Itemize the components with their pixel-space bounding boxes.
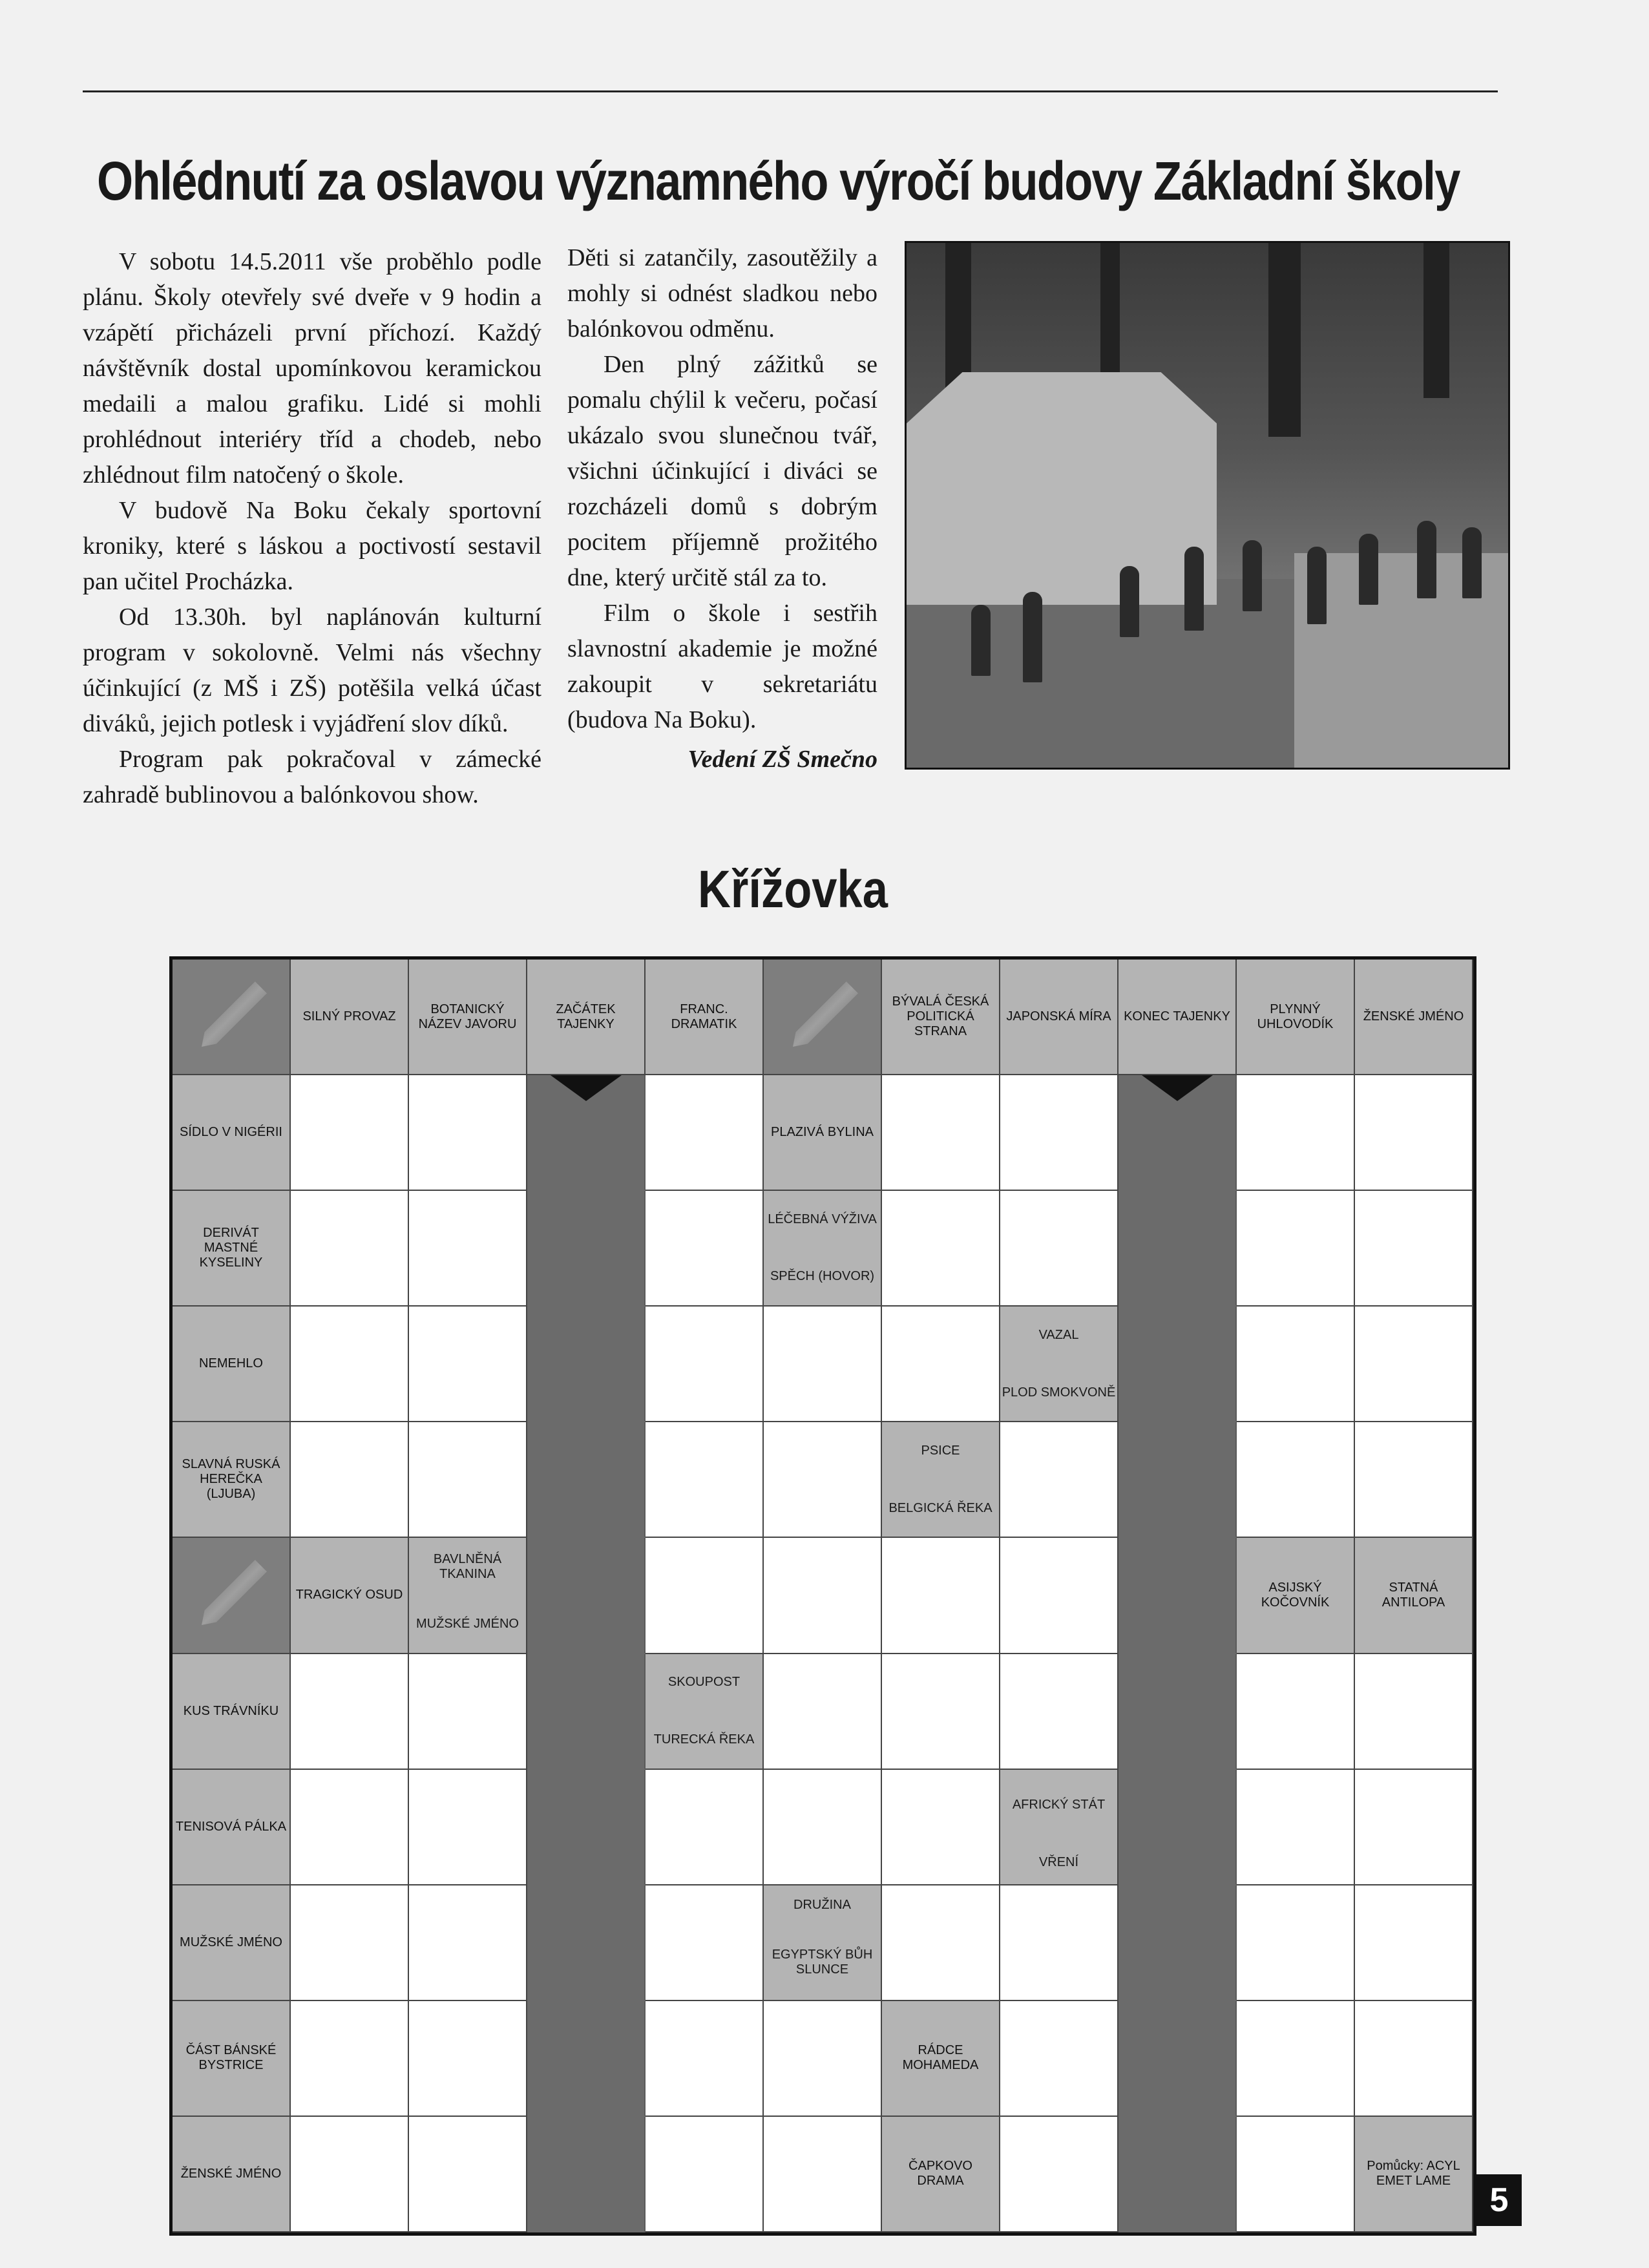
split-clue-cell <box>764 1885 882 2001</box>
answer-cell[interactable] <box>764 1538 882 1654</box>
article-column-2 <box>567 240 877 777</box>
answer-cell[interactable] <box>882 1307 1000 1422</box>
clue-label: STATNÁ ANTILOPA <box>1381 1580 1445 1610</box>
solution-column-cell <box>527 1307 646 1422</box>
answer-cell[interactable] <box>646 2117 764 2232</box>
person-shape <box>1120 566 1139 637</box>
solution-column-cell <box>527 1422 646 1538</box>
hints-label: Pomůcky: ACYL EMET LAME <box>1367 2159 1460 2189</box>
answer-cell[interactable] <box>764 1307 882 1422</box>
answer-cell[interactable] <box>764 1654 882 1770</box>
split-clue-cell <box>764 1191 882 1307</box>
answer-cell[interactable] <box>1355 2001 1473 2117</box>
answer-cell[interactable] <box>1000 1075 1119 1191</box>
answer-cell[interactable] <box>1237 1191 1355 1307</box>
article-headline: Ohlédnutí za oslavou významného výročí budovy Základní školy <box>97 151 1460 211</box>
answer-cell[interactable] <box>1237 2117 1355 2232</box>
split-clue-cell <box>409 1538 527 1654</box>
answer-cell[interactable] <box>764 1770 882 1885</box>
clue-cell <box>1119 960 1237 1075</box>
answer-cell[interactable] <box>882 1770 1000 1885</box>
answer-cell[interactable] <box>1000 2117 1119 2232</box>
person-shape <box>1307 547 1327 624</box>
answer-cell[interactable] <box>882 1654 1000 1770</box>
answer-cell[interactable] <box>1355 1770 1473 1885</box>
solution-column-cell <box>1119 1422 1237 1538</box>
pencil-icon <box>195 1560 266 1631</box>
answer-cell[interactable] <box>1355 1654 1473 1770</box>
clue-cell <box>1237 960 1355 1075</box>
answer-cell[interactable] <box>1237 1885 1355 2001</box>
answer-cell[interactable] <box>409 2001 527 2117</box>
clue-label: PSICE <box>882 1422 999 1481</box>
tree-shape <box>1268 243 1301 437</box>
answer-cell[interactable] <box>646 1307 764 1422</box>
answer-cell[interactable] <box>409 1075 527 1191</box>
paragraph: V budově Na Boku čekaly sportovní kroniky, které s láskou a poctivostí sestavil pan učitel Procházka. <box>83 497 541 595</box>
clue-label: ČAPKOVO DRAMA <box>909 2159 972 2189</box>
split-clue-cell <box>882 1422 1000 1538</box>
answer-cell[interactable] <box>1237 1075 1355 1191</box>
clue-label: SKOUPOST <box>646 1654 762 1713</box>
clue-label: BAVLNĚNÁ TKANINA <box>409 1538 526 1597</box>
solution-column-cell <box>527 1538 646 1654</box>
clue-label: TURECKÁ ŘEKA <box>646 1711 762 1769</box>
clue-label: LÉČEBNÁ VÝŽIVA <box>764 1191 881 1250</box>
clue-label: MUŽSKÉ JMÉNO <box>180 1935 282 1949</box>
answer-cell[interactable] <box>409 1307 527 1422</box>
solution-column-cell <box>1119 1307 1237 1422</box>
clue-label: BÝVALÁ ČESKÁ POLITICKÁ STRANA <box>892 994 989 1039</box>
clue-label: RÁDCE MOHAMEDA <box>902 2043 979 2073</box>
solution-column-cell <box>527 1770 646 1885</box>
clue-cell <box>764 1075 882 1191</box>
answer-cell[interactable] <box>646 1770 764 1885</box>
answer-cell[interactable] <box>1000 1191 1119 1307</box>
answer-cell[interactable] <box>1355 1885 1473 2001</box>
clue-label: SILNÝ PROVAZ <box>302 1009 396 1024</box>
corner-cell <box>764 960 882 1075</box>
solution-column-cell <box>1119 1191 1237 1307</box>
answer-cell[interactable] <box>409 1885 527 2001</box>
answer-cell[interactable] <box>291 1191 409 1307</box>
event-photo <box>905 241 1510 770</box>
person-shape <box>1417 521 1436 598</box>
clue-cell <box>173 2001 291 2117</box>
clue-label: VŘENÍ <box>1000 1840 1117 1884</box>
solution-column-cell <box>1119 1654 1237 1770</box>
clue-label: SPĚCH (HOVOR) <box>764 1248 881 1306</box>
answer-cell[interactable] <box>1355 1422 1473 1538</box>
paragraph: Den plný zážitků se pomalu chýlil k večeru, počasí ukázalo svou slunečnou tvář, všichni účinkující i diváci se rozcházeli domů s dobrým pocitem příjemně prožitého dne, který určitě stál za to. <box>567 351 877 591</box>
paragraph: Film o škole i sestřih slavnostní akademie je možné zakoupit v sekretariátu (budova Na Boku). <box>567 600 877 733</box>
answer-cell[interactable] <box>882 1885 1000 2001</box>
clue-cell <box>527 960 646 1075</box>
answer-cell[interactable] <box>291 1307 409 1422</box>
answer-cell[interactable] <box>1000 1538 1119 1654</box>
clue-cell <box>173 1307 291 1422</box>
clue-label: SÍDLO V NIGÉRII <box>180 1125 282 1140</box>
clue-cell <box>882 2117 1000 2232</box>
paragraph: Program pak pokračoval v zámecké zahradě bublinovou a balónkovou show. <box>83 746 541 808</box>
clue-cell <box>1237 1538 1355 1654</box>
clue-cell <box>173 1654 291 1770</box>
answer-cell[interactable] <box>764 1422 882 1538</box>
pencil-icon <box>195 981 266 1052</box>
clue-cell <box>1000 960 1119 1075</box>
answer-cell[interactable] <box>882 1538 1000 1654</box>
answer-cell[interactable] <box>1000 1654 1119 1770</box>
solution-column-cell <box>1119 2001 1237 2117</box>
answer-cell[interactable] <box>409 1654 527 1770</box>
person-shape <box>1359 534 1378 605</box>
answer-cell[interactable] <box>1000 2001 1119 2117</box>
answer-cell[interactable] <box>646 1422 764 1538</box>
clue-label: ŽENSKÉ JMÉNO <box>1363 1009 1464 1024</box>
solution-column-cell <box>1119 1075 1237 1191</box>
person-shape <box>1462 527 1482 598</box>
answer-cell[interactable] <box>291 1885 409 2001</box>
answer-cell[interactable] <box>1237 1770 1355 1885</box>
solution-column-cell <box>527 2117 646 2232</box>
clue-label: BELGICKÁ ŘEKA <box>882 1480 999 1537</box>
clue-cell <box>646 960 764 1075</box>
clue-cell <box>1355 960 1473 1075</box>
clue-label: ČÁST BÁNSKÉ BYSTRICE <box>185 2043 277 2073</box>
answer-cell[interactable] <box>409 2117 527 2232</box>
answer-cell[interactable] <box>291 1075 409 1191</box>
answer-cell[interactable] <box>1237 1307 1355 1422</box>
solution-column-cell <box>1119 1770 1237 1885</box>
clue-cell <box>173 1075 291 1191</box>
answer-cell[interactable] <box>291 1770 409 1885</box>
answer-cell[interactable] <box>1355 1307 1473 1422</box>
crossword-title: Křížovka <box>698 860 888 919</box>
clue-label: PLYNNÝ UHLOVODÍK <box>1257 1002 1334 1031</box>
clue-label: DERIVÁT MASTNÉ KYSELINY <box>199 1226 263 1270</box>
clue-label: FRANC. DRAMATIK <box>671 1002 737 1031</box>
pencil-icon <box>786 981 857 1052</box>
clue-label: DRUŽINA <box>764 1885 881 1927</box>
answer-cell[interactable] <box>409 1770 527 1885</box>
solution-column-cell <box>527 2001 646 2117</box>
clue-cell <box>291 1538 409 1654</box>
clue-label: EGYPTSKÝ BŮH SLUNCE <box>764 1926 881 2000</box>
clue-label: VAZAL <box>1000 1307 1117 1365</box>
answer-cell[interactable] <box>1237 2001 1355 2117</box>
corner-cell <box>173 1538 291 1654</box>
clue-label: PLOD SMOKVONĚ <box>1000 1364 1117 1422</box>
solution-column-cell <box>527 1654 646 1770</box>
split-clue-cell <box>1000 1770 1119 1885</box>
answer-cell[interactable] <box>646 2001 764 2117</box>
clue-label: ZAČÁTEK TAJENKY <box>556 1002 616 1031</box>
clue-cell <box>882 2001 1000 2117</box>
tree-shape <box>1423 243 1449 398</box>
clue-cell <box>173 1191 291 1307</box>
person-shape <box>971 605 991 676</box>
solution-column-cell <box>527 1191 646 1307</box>
paragraph: Od 13.30h. byl naplánován kulturní program v sokolovně. Velmi nás všechny účinkující (z MŠ i ZŠ) potěšila velká účast diváků, jejich potlesk i vyjádření slov díků. <box>83 604 541 737</box>
answer-cell[interactable] <box>1000 1422 1119 1538</box>
clue-cell <box>409 960 527 1075</box>
answer-cell[interactable] <box>1355 1191 1473 1307</box>
clue-label: TRAGICKÝ OSUD <box>295 1588 403 1602</box>
answer-cell[interactable] <box>1355 1075 1473 1191</box>
clue-label: AFRICKÝ STÁT <box>1000 1770 1117 1842</box>
answer-cell[interactable] <box>882 1075 1000 1191</box>
tent-shape <box>907 372 1217 605</box>
clue-cell <box>173 2117 291 2232</box>
person-shape <box>1023 592 1042 682</box>
corner-cell <box>173 960 291 1075</box>
solution-column-cell <box>527 1075 646 1191</box>
answer-cell[interactable] <box>882 1191 1000 1307</box>
answer-cell[interactable] <box>409 1191 527 1307</box>
solution-column-cell <box>1119 1538 1237 1654</box>
solution-column-cell <box>1119 1885 1237 2001</box>
clue-label: BOTANICKÝ NÁZEV JAVORU <box>418 1002 517 1031</box>
answer-cell[interactable] <box>646 1885 764 2001</box>
answer-cell[interactable] <box>291 2117 409 2232</box>
answer-cell[interactable] <box>764 2117 882 2232</box>
solution-column-cell <box>1119 2117 1237 2232</box>
hints-cell <box>1355 2117 1473 2232</box>
top-rule <box>83 90 1498 92</box>
crossword-grid <box>169 956 1476 2236</box>
paragraph: V sobotu 14.5.2011 vše proběhlo podle plánu. Školy otevřely své dveře v 9 hodin a vzápětí přicházeli první příchozí. Každý návštěvník dostal upomínkovou keramickou medaili a malou grafiku. Lidé si mohli prohlédnout interiéry tříd a chodeb, nebo zhlédnout film natočený o škole. <box>83 248 541 488</box>
clue-cell <box>291 960 409 1075</box>
answer-cell[interactable] <box>764 2001 882 2117</box>
answer-cell[interactable] <box>291 2001 409 2117</box>
clue-label: ŽENSKÉ JMÉNO <box>180 2166 282 2181</box>
answer-cell[interactable] <box>646 1191 764 1307</box>
clue-label: ASIJSKÝ KOČOVNÍK <box>1261 1580 1330 1610</box>
clue-label: PLAZIVÁ BYLINA <box>771 1125 874 1140</box>
answer-cell[interactable] <box>646 1538 764 1654</box>
clue-cell <box>173 1885 291 2001</box>
clue-cell <box>882 960 1000 1075</box>
article-signature: Vedení ZŠ Smečno <box>688 746 877 773</box>
article-column-1 <box>83 244 541 813</box>
person-shape <box>1184 547 1204 631</box>
clue-label: SLAVNÁ RUSKÁ HEREČKA (LJUBA) <box>182 1457 280 1502</box>
clue-label: JAPONSKÁ MÍRA <box>1006 1009 1111 1024</box>
split-clue-cell <box>1000 1307 1119 1422</box>
clue-cell <box>173 1770 291 1885</box>
clue-cell <box>1355 1538 1473 1654</box>
answer-cell[interactable] <box>291 1422 409 1538</box>
paragraph: Děti si zatančily, zasoutěžily a mohly si odnést sladkou nebo balónkovou odměnu. <box>567 244 877 342</box>
answer-cell[interactable] <box>291 1654 409 1770</box>
clue-label: NEMEHLO <box>199 1356 263 1371</box>
solution-column-cell <box>527 1885 646 2001</box>
clue-label: MUŽSKÉ JMÉNO <box>409 1595 526 1653</box>
clue-label: KONEC TAJENKY <box>1124 1009 1230 1024</box>
person-shape <box>1243 540 1262 611</box>
answer-cell[interactable] <box>646 1075 764 1191</box>
clue-label: TENISOVÁ PÁLKA <box>175 1819 287 1834</box>
answer-cell[interactable] <box>409 1422 527 1538</box>
page-number: 5 <box>1476 2174 1522 2226</box>
tree-shape <box>1100 243 1120 385</box>
split-clue-cell <box>646 1654 764 1770</box>
clue-label: KUS TRÁVNÍKU <box>183 1703 279 1718</box>
answer-cell[interactable] <box>1237 1654 1355 1770</box>
answer-cell[interactable] <box>1237 1422 1355 1538</box>
clue-cell <box>173 1422 291 1538</box>
answer-cell[interactable] <box>1000 1885 1119 2001</box>
